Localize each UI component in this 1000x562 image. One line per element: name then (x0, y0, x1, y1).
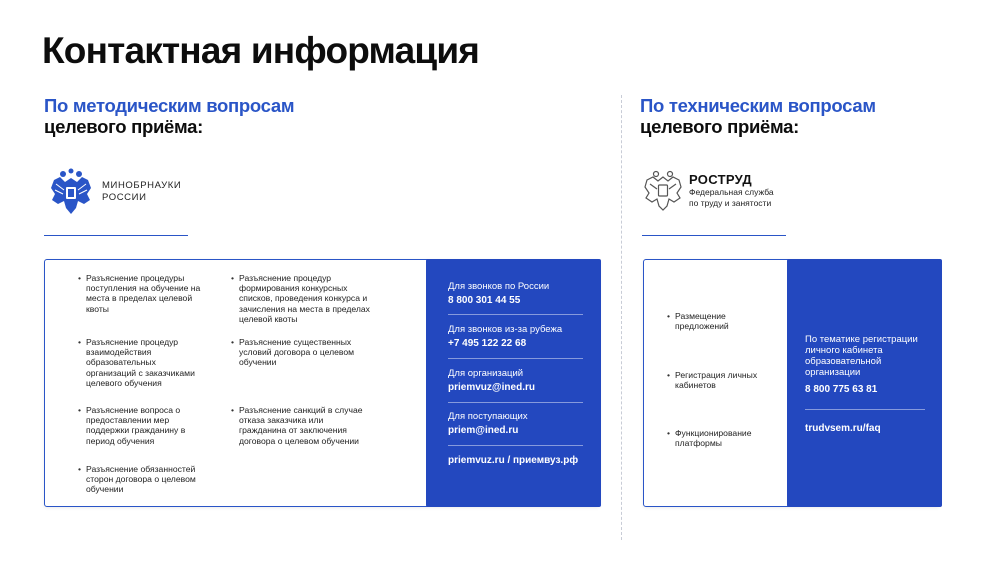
rostrud-logo-text: РОСТРУД Федеральная служба по труду и занятости (689, 171, 774, 208)
list-item: • Размещение предложений (667, 311, 767, 331)
contact-phone-abroad[interactable]: +7 495 122 22 68 (448, 338, 527, 349)
contact-divider (448, 358, 583, 359)
eagle-emblem-icon (643, 168, 683, 212)
contact-phone-support[interactable]: 8 800 775 63 81 (805, 384, 878, 395)
contact-label: Для организаций (448, 368, 524, 379)
contact-label: По тематике регистрации личного кабинета образовательной организации (805, 334, 918, 378)
contact-divider (448, 314, 583, 315)
site-link[interactable]: priemvuz.ru / приемвуз.рф (448, 455, 579, 466)
contact-label: Для поступающих (448, 411, 528, 422)
eagle-emblem-icon (48, 168, 94, 216)
methodical-heading (44, 95, 294, 137)
list-item: • Разъяснение процедур взаимодействия образовательных организаций с заказчиками целевого обучения (78, 337, 203, 388)
list-item: • Функционирование платформы (667, 428, 767, 448)
list-item: • Разъяснение санкций в случае отказа заказчика или гражданина от заключения договора о целевом обучении (231, 405, 371, 446)
technical-heading-blue: По техническим вопросам (640, 95, 876, 116)
list-item: • Разъяснение процедур формирования конкурсных списков, проведения конкурса и зачисления на места в пределах целевой квоты (231, 273, 381, 324)
contact-phone-russia[interactable]: 8 800 301 44 55 (448, 295, 521, 306)
page-title: Контактная информация (42, 30, 480, 71)
minobrnauki-logo-text: МИНОБРНАУКИ РОССИИ (102, 180, 182, 203)
list-item: • Разъяснение процедуры поступления на обучение на места в пределах целевой квоты (78, 273, 203, 314)
contact-divider (805, 409, 925, 410)
left-logo-underline (44, 235, 188, 236)
list-item: • Регистрация личных кабинетов (667, 370, 767, 390)
section-divider (621, 95, 622, 540)
list-item: • Разъяснение обязанностей сторон договора о целевом обучении (78, 464, 208, 495)
technical-heading (640, 95, 876, 137)
minobrnauki-logo (48, 168, 181, 216)
technical-contacts-panel (787, 259, 942, 507)
contact-label: Для звонков по России (448, 281, 550, 292)
rostrud-logo (643, 168, 774, 212)
site-link[interactable]: trudvsem.ru/faq (805, 423, 881, 434)
technical-heading-black: целевого приёма: (640, 116, 800, 137)
contact-label: Для звонков из-за рубежа (448, 324, 563, 335)
list-item: • Разъяснение вопроса о предоставлении мер поддержки гражданину в период обучения (78, 405, 203, 446)
methodical-heading-blue: По методическим вопросам (44, 95, 295, 116)
methodical-heading-black: целевого приёма: (44, 116, 204, 137)
contact-email-organizations[interactable]: priemvuz@ined.ru (448, 382, 535, 393)
contact-divider (448, 445, 583, 446)
contact-divider (448, 402, 583, 403)
list-item: • Разъяснение существенных условий договора о целевом обучении (231, 337, 361, 368)
contact-email-applicants[interactable]: priem@ined.ru (448, 425, 519, 436)
right-logo-underline (642, 235, 786, 236)
